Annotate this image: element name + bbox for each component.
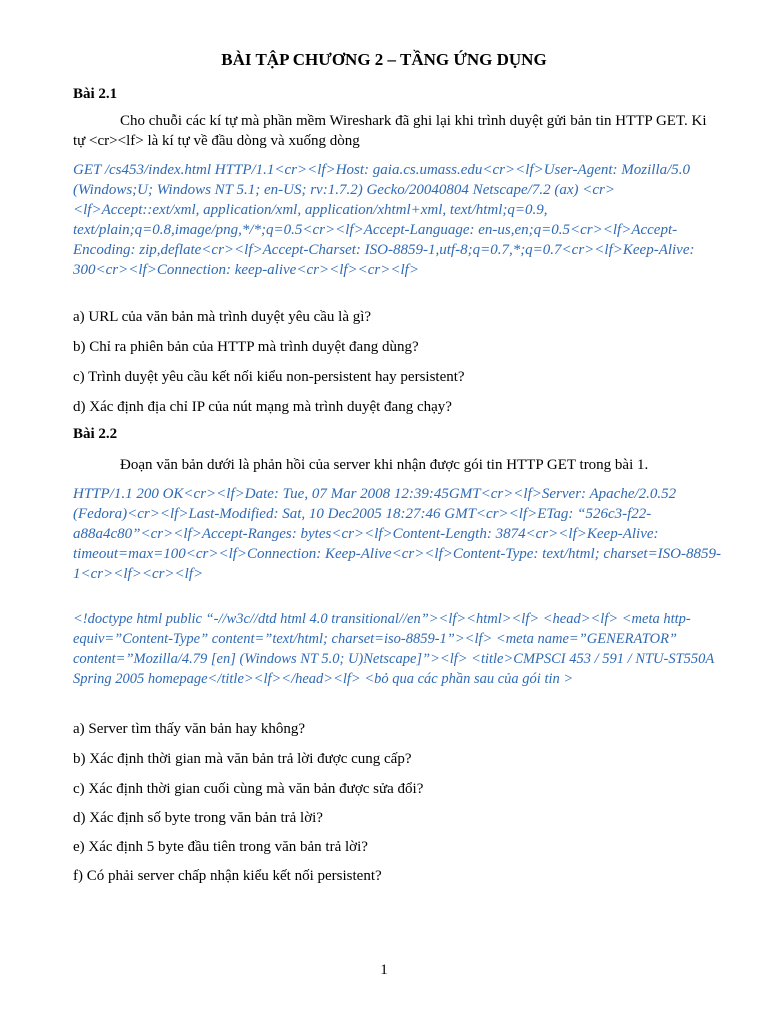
document-title: BÀI TẬP CHƯƠNG 2 – TẦNG ỨNG DỤNG bbox=[221, 50, 547, 69]
exercise-2-intro: Đoạn văn bản dưới là phản hồi của server khi nhận được gói tin HTTP GET trong bài 1. bbox=[120, 457, 649, 473]
exercise-1-question-b: b) Chỉ ra phiên bản của HTTP mà trình duyệt đang dùng? bbox=[73, 339, 419, 355]
exercise-1-question-a: a) URL của văn bản mà trình duyệt yêu cầu là gì? bbox=[73, 309, 372, 325]
exercise-1-heading: Bài 2.1 bbox=[73, 86, 118, 102]
exercise-1-http-request: GET /cs453/index.html HTTP/1.1<cr><lf>Host: gaia.cs.umass.edu<cr><lf>User-Agent: Mozilla/5.0 (Windows;U; Windows NT 5.1; en-US; rv:1.7.2) Gecko/20040804 Netscape/7.2 (ax) <cr><lf>Accept::ext/xml, application/xml, application/xhtml+xml, text/html;q=0.9, text/plain;q=0.8,image/png,*/*;q=0.5<cr><lf>Accept-Language: en-us,en;q=0.5<cr><lf>Accept-Encoding: zip,deflate<cr><lf>Accept-Charset: ISO-8859-1,utf-8;q=0.7,*;q=0.7<cr><lf>Keep-Alive: 300<cr><lf>Connection: keep-alive<cr><lf><cr><lf> bbox=[73, 162, 695, 278]
exercise-2-question-b: b) Xác định thời gian mà văn bản trả lời được cung cấp? bbox=[73, 751, 412, 767]
exercise-2-http-response-body: <!doctype html public “-//w3c//dtd html 4.0 transitional//en”><lf><html><lf> <head><lf> <meta http-equiv=”Content-Type” content=”text/html; charset=iso-8859-1”><lf> <meta name=”GENERATOR” content=”Mozilla/4.79 [en] (Windows NT 5.0; U)Netscape]”><lf> <title>CMPSCI 453 / 591 / NTU-ST550A Spring 2005 homepage</title><lf></head><lf> <bỏ qua các phần sau của gói tin > bbox=[73, 611, 715, 687]
exercise-1-intro: Cho chuỗi các kí tự mà phần mềm Wireshark đã ghi lại khi trình duyệt gửi bản tin HTTP GET. Ki tự <cr><lf> là kí tự về đầu dòng và xuống dòng bbox=[73, 113, 707, 149]
exercise-1-question-d: d) Xác định địa chỉ IP của nút mạng mà trình duyệt đang chạy? bbox=[73, 399, 452, 415]
page-number: 1 bbox=[380, 962, 388, 978]
exercise-2-question-d: d) Xác định số byte trong văn bản trả lời? bbox=[73, 810, 323, 826]
exercise-2-question-c: c) Xác định thời gian cuối cùng mà văn bản được sửa đổi? bbox=[73, 781, 424, 797]
exercise-2-question-f: f) Có phải server chấp nhận kiểu kết nối persistent? bbox=[73, 868, 382, 884]
exercise-2-http-response-headers: HTTP/1.1 200 OK<cr><lf>Date: Tue, 07 Mar 2008 12:39:45GMT<cr><lf>Server: Apache/2.0.52 (Fedora)<cr><lf>Last-Modified: Sat, 10 Dec2005 18:27:46 GMT<cr><lf>ETag: “526c3-f22-a88a4c80”<cr><lf>Accept-Ranges: bytes<cr><lf>Content-Length: 3874<cr><lf>Keep-Alive: timeout=max=100<cr><lf>Connection: Keep-Alive<cr><lf>Content-Type: text/html; charset=ISO-8859-1<cr><lf><cr><lf> bbox=[73, 486, 722, 582]
exercise-2-heading: Bài 2.2 bbox=[73, 426, 118, 442]
exercise-1-question-c: c) Trình duyệt yêu cầu kết nối kiểu non-persistent hay persistent? bbox=[73, 369, 465, 385]
exercise-2-question-a: a) Server tìm thấy văn bản hay không? bbox=[73, 721, 306, 737]
exercise-2-question-e: e) Xác định 5 byte đầu tiên trong văn bản trả lời? bbox=[73, 839, 368, 855]
